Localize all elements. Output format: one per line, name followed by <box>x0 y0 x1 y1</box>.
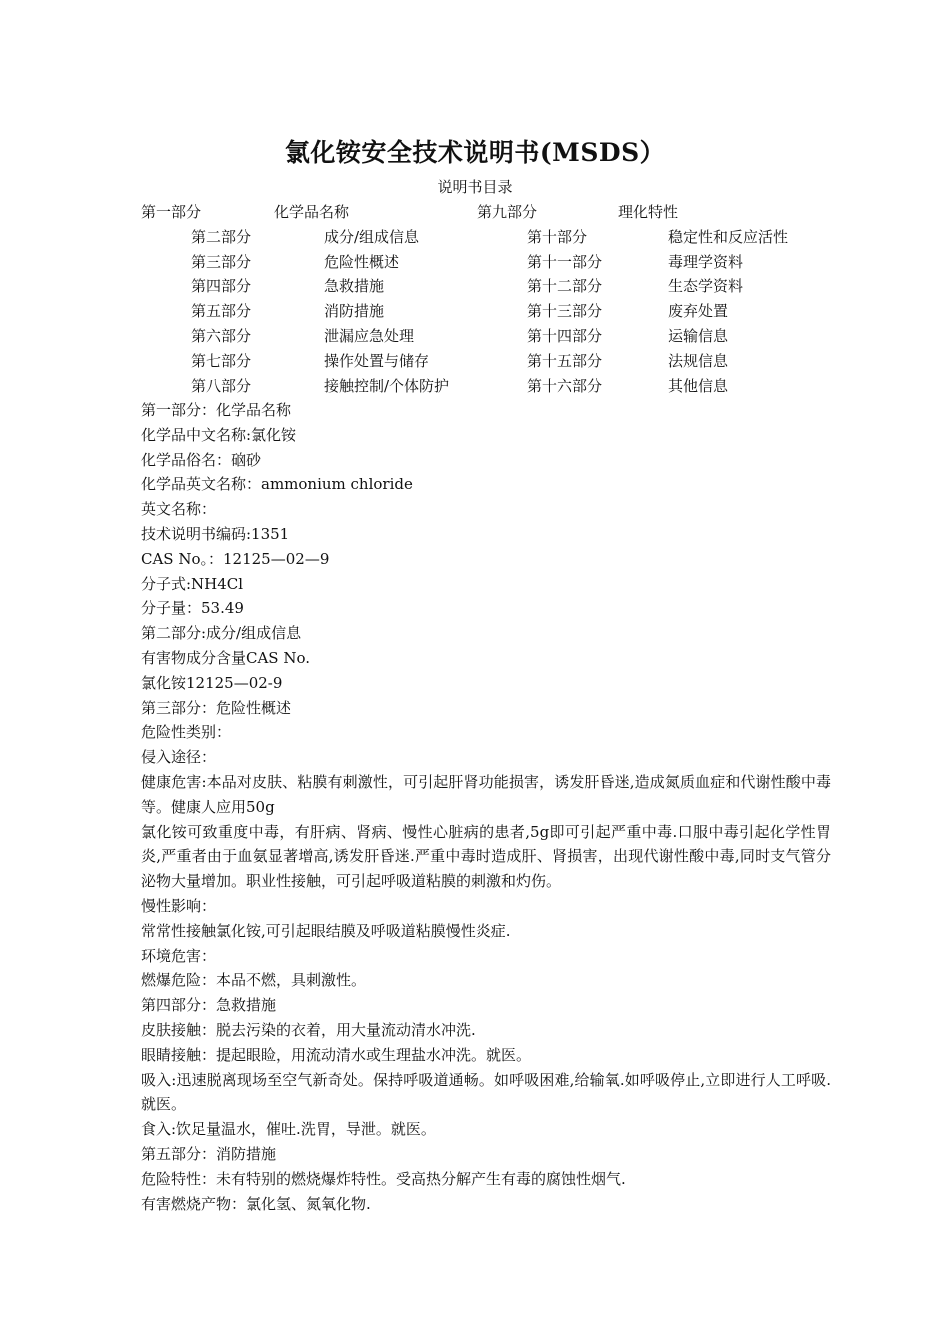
text-line: 慢性影响： <box>141 896 217 915</box>
section-heading: 第四部分：急救措施 <box>141 996 277 1015</box>
toc-part-name: 理化特性 <box>618 203 679 221</box>
toc-row <box>0 225 950 250</box>
text-line: 侵入途径： <box>141 748 217 767</box>
toc-part-name: 成分/组成信息 <box>324 227 420 246</box>
toc-part-name: 生态学资料 <box>668 277 744 296</box>
toc-part-number: 第六部分 <box>191 326 252 345</box>
toc-row <box>0 299 950 324</box>
toc-part-number: 第五部分 <box>191 302 252 321</box>
toc-part-number: 第九部分 <box>477 203 538 221</box>
text-line: CAS No。：12125—02—9 <box>141 549 330 568</box>
toc-part-number: 第二部分 <box>191 227 252 246</box>
toc-part-name: 运输信息 <box>668 326 729 345</box>
toc-part-number: 第十五部分 <box>527 351 603 370</box>
text-line: 英文名称： <box>141 500 217 519</box>
text-line: 燃爆危险：本品不燃，具刺激性。 <box>141 971 367 990</box>
toc-heading: 说明书目录 <box>437 178 513 196</box>
toc-part-name: 废弃处置 <box>668 302 729 321</box>
section-heading: 第二部分:成分/组成信息 <box>141 624 302 643</box>
toc-part-name: 毒理学资料 <box>668 252 744 271</box>
toc-part-name: 其他信息 <box>668 376 729 395</box>
toc-part-name: 泄漏应急处理 <box>324 326 415 345</box>
toc-part-name: 危险性概述 <box>324 252 400 271</box>
toc-part-number: 第三部分 <box>191 252 252 271</box>
text-line: 有害燃烧产物：氯化氢、氮氧化物. <box>141 1194 371 1213</box>
toc-row <box>0 200 950 225</box>
text-line: 环境危害： <box>141 946 217 965</box>
toc-part-number: 第八部分 <box>191 376 252 395</box>
section-heading: 第三部分：危险性概述 <box>141 698 292 717</box>
toc-part-number: 第十六部分 <box>527 376 603 395</box>
toc-part-name: 接触控制/个体防护 <box>324 376 450 395</box>
toc-part-number: 第一部分 <box>141 203 202 221</box>
toc-part-number: 第七部分 <box>191 351 252 370</box>
toc-part-number: 第十部分 <box>527 227 588 246</box>
text-line: 危险特性：未有特别的燃烧爆炸特性。受高热分解产生有毒的腐蚀性烟气. <box>141 1169 626 1188</box>
text-line: 化学品俗名：硇砂 <box>141 450 262 469</box>
toc-part-number: 第十二部分 <box>527 277 603 296</box>
toc-part-name: 急救措施 <box>324 277 385 296</box>
text-line: 危险性类别： <box>141 723 232 742</box>
document-title: 氯化铵安全技术说明书(MSDS） <box>284 138 666 167</box>
toc-part-number: 第十一部分 <box>527 252 603 271</box>
toc-row <box>0 250 950 275</box>
text-line: 有害物成分含量CAS No. <box>141 648 311 667</box>
text-line: 分子式:NH4Cl <box>141 574 244 593</box>
text-line: 皮肤接触：脱去污染的衣着，用大量流动清水冲洗. <box>141 1020 476 1039</box>
toc-part-number: 第四部分 <box>191 277 252 296</box>
text-line: 技术说明书编码:1351 <box>141 524 290 543</box>
toc-part-name: 化学品名称 <box>274 203 350 221</box>
section-heading: 第一部分：化学品名称 <box>141 401 292 419</box>
text-paragraph: 健康危害:本品对皮肤、粘膜有刺激性，可引起肝肾功能损害，诱发肝昏迷,造成氮质血症和代谢性酸中毒等。健康人应用50g <box>141 772 831 816</box>
toc-part-number: 第十三部分 <box>527 302 603 321</box>
toc-part-number: 第十四部分 <box>527 326 603 345</box>
toc-part-name: 稳定性和反应活性 <box>668 227 789 246</box>
text-line: 眼睛接触：提起眼睑，用流动清水或生理盐水冲洗。就医。 <box>141 1045 532 1064</box>
text-line: 食入:饮足量温水，催吐.洗胃，导泄。就医。 <box>141 1120 436 1139</box>
toc-row <box>0 324 950 349</box>
toc-row <box>0 349 950 374</box>
toc-row <box>0 274 950 299</box>
text-paragraph: 氯化铵可致重度中毒，有肝病、肾病、慢性心脏病的患者,5g即可引起严重中毒.口服中毒引起化学性胃炎,严重者由于血氨显著增高,诱发肝昏迷.严重中毒时造成肝、肾损害，出现代谢性酸中毒,同时支气管分泌物大量增加。职业性接触，可引起呼吸道粘膜的刺激和灼伤。 <box>141 822 831 891</box>
text-paragraph: 吸入:迅速脱离现场至空气新奇处。保持呼吸道通畅。如呼吸困难,给输氧.如呼吸停止,立即进行人工呼吸.就医。 <box>141 1070 831 1114</box>
table-of-contents <box>0 200 950 398</box>
text-line: 化学品中文名称:氯化铵 <box>141 425 297 444</box>
text-line: 常常性接触氯化铵,可引起眼结膜及呼吸道粘膜慢性炎症. <box>141 921 511 940</box>
text-line: 分子量：53.49 <box>141 599 244 618</box>
toc-part-name: 法规信息 <box>668 351 729 370</box>
section-heading: 第五部分：消防措施 <box>141 1144 277 1163</box>
toc-part-name: 消防措施 <box>324 302 385 321</box>
document-body <box>141 398 831 1216</box>
toc-part-name: 操作处置与储存 <box>324 351 430 370</box>
toc-row <box>0 374 950 399</box>
text-line: 化学品英文名称：ammonium chloride <box>141 475 413 494</box>
text-line: 氯化铵12125—02-9 <box>141 673 283 692</box>
